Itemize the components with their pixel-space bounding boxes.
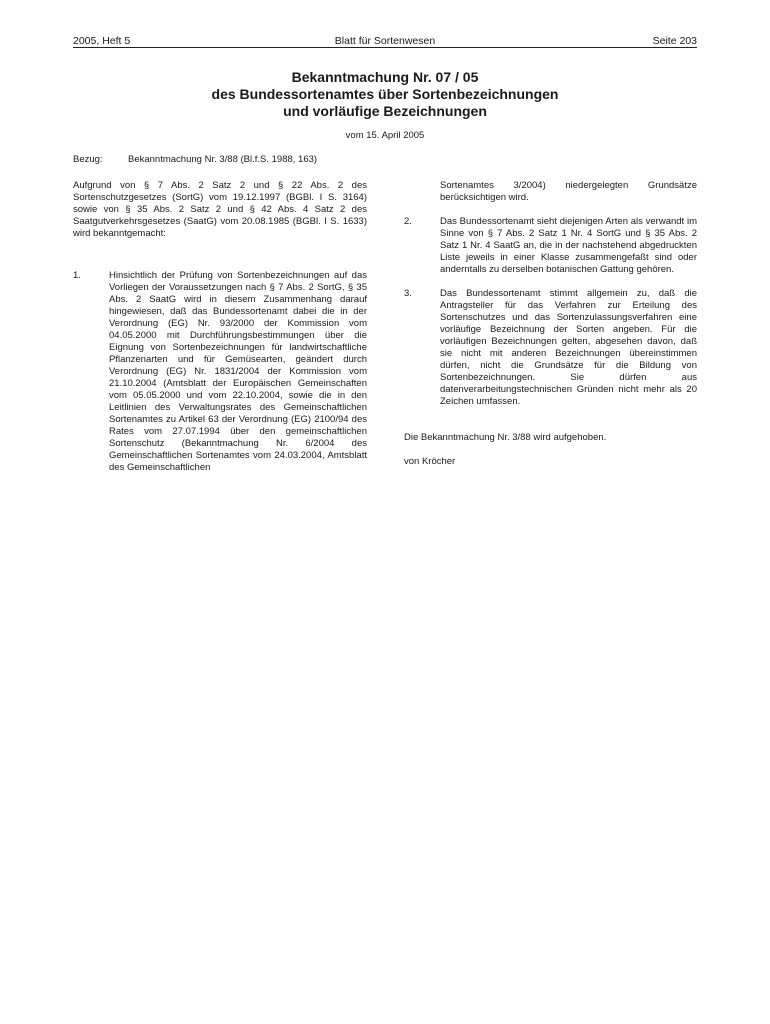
- reference-value: Bekanntmachung Nr. 3/88 (Bl.f.S. 1988, 163): [128, 154, 318, 165]
- list-item-3: [404, 288, 697, 408]
- list-item-1: [73, 270, 367, 474]
- title-line-2: des Bundessortenamtes über Sortenbezeichnungen: [211, 86, 559, 102]
- list-item-1-continued: [404, 180, 697, 204]
- header-divider: [73, 47, 697, 48]
- item-text: Das Bundessortenamt sieht diejenigen Arten als verwandt im Sinne von § 7 Abs. 2 Satz 1 Nr. 4 SortG und § 35 Abs. 2 Satz 1 Nr. 4 SaatG an, die in der nachstehend abgedruckten Liste jeweils in einer Klasse zusammengefaßt sind oder anderntalls zu derselben botanischen Gattung gehören.: [440, 216, 697, 275]
- right-column: [404, 180, 697, 468]
- title-line-3: und vorläufige Bezeichnungen: [283, 103, 487, 119]
- left-column: [73, 180, 367, 474]
- issue-label: 2005, Heft 5: [73, 35, 131, 47]
- list-item-2: [404, 216, 697, 276]
- item-text: Hinsichtlich der Prüfung von Sortenbezeichnungen auf das Vorliegen der Voraussetzungen nach § 7 Abs. 2 SortG, § 35 Abs. 2 SaatG wird in diesem Zusammenhang darauf hingewiesen, daß das Bundessortenamt dabei die in der Verordnung (EG) Nr. 93/2000 der Kommission vom 04.05.2000 mit Durchführungsbestimmungen über die Eignung von Sortenbezeichnungen für landwirtschaftliche Pflanzenarten und für Gemüsearten, geändert durch Verordnung (EG) Nr. 1831/2004 der Kommission vom 21.10.2004 (Amtsblatt der Europäischen Gemeinschaften vom 05.05.2000 und vom 22.10.2004, sowie die in den Leitlinien des Verwaltungsrates des Gemeinschaftlichen Sortenamtes zu Artikel 63 der Verordnung (EG) 2100/94 des Rates vom 27.07.1994 über den gemeinschaftlichen Sortenschutz (Bekanntmachung Nr. 6/2004 des Gemeinschaftlichen Sortenamtes vom 24.03.2004, Amtsblatt des Gemeinschaftlichen: [109, 270, 367, 473]
- document-title: [73, 69, 697, 120]
- closing-statement: Die Bekanntmachung Nr. 3/88 wird aufgehoben.: [404, 432, 607, 443]
- item-number: 1.: [73, 270, 81, 281]
- running-header: [73, 34, 697, 48]
- signature: von Kröcher: [404, 456, 456, 467]
- item-text: Das Bundessortenamt stimmt allgemein zu, daß die Antragsteller für das Verfahren zur Erteilung des Sortenschutzes und das Sortenzulassungsverfahren eine vorläufige Bezeichnung der Sorten angeben. Für die vorläufigen Bezeichnungen gelten, abgesehen davon, daß sie nicht mit anderen Bezeichnungen übereinstimmen dürfen, nicht die Grundsätze für die Bildung von Sortenbezeichnungen. Sie dürfen aus datenverarbeitungstechnischen Gründen nicht mehr als 20 Zeichen umfassen.: [440, 288, 697, 407]
- reference-label: Bezug:: [73, 154, 103, 165]
- journal-title: Blatt für Sortenwesen: [334, 35, 436, 47]
- item-continuation-text: Sortenamtes 3/2004) niedergelegten Grundsätze berücksichtigen wird.: [440, 180, 697, 203]
- item-number: 2.: [404, 216, 412, 227]
- page-number: Seite 203: [652, 35, 697, 47]
- item-number: 3.: [404, 288, 412, 299]
- intro-paragraph: Aufgrund von § 7 Abs. 2 Satz 2 und § 22 Abs. 2 des Sortenschutzgesetzes (SortG) vom 19.12.1997 (BGBl. I S. 3164) sowie von § 35 Abs. 2 Satz 2 und § 42 Abs. 4 Satz 2 des Saatgutverkehrsgesetzes (SaatG) vom 20.08.1985 (BGBl. I S. 1633) wird bekanntgemacht:: [73, 180, 367, 239]
- publication-date: vom 15. April 2005: [345, 130, 425, 141]
- title-line-1: Bekanntmachung Nr. 07 / 05: [291, 69, 479, 85]
